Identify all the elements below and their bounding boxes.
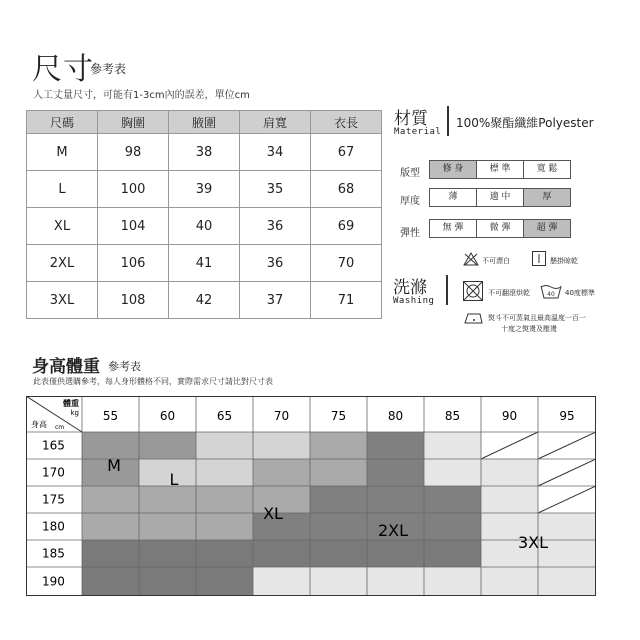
size-table [26, 110, 382, 319]
washing-subtitle: Washing [393, 296, 435, 306]
size-value-cell: 106 [98, 245, 169, 282]
material-value: 100%聚酯纖維Polyester [456, 116, 594, 130]
zone-cell [367, 540, 424, 567]
attribute-option: 修 身 [429, 160, 477, 179]
iron-label-2: 十度之熨燙及壓燙 [501, 325, 557, 333]
zone-cell [481, 486, 538, 513]
size-zone-label: L [169, 470, 179, 489]
zone-cell [82, 486, 139, 513]
height-label: 180 [42, 519, 65, 534]
size-zone-label: 3XL [517, 533, 549, 552]
weight-label: 70 [273, 409, 290, 423]
weight-label: 85 [444, 409, 461, 423]
zone-cell [481, 459, 538, 486]
zone-cell [139, 459, 196, 486]
material-subtitle: Material [394, 127, 442, 137]
zone-cell [196, 486, 253, 513]
size-row [27, 134, 382, 171]
size-label-cell: 3XL [27, 282, 98, 319]
zone-cell [310, 513, 367, 540]
attribute-option: 適 中 [476, 188, 524, 207]
zone-cell [367, 459, 424, 486]
zone-cell [82, 432, 139, 459]
height-label: 165 [42, 438, 65, 453]
elasticity-label: 彈性 [400, 228, 420, 239]
size-value-cell: 39 [169, 171, 240, 208]
wash-40-icon [540, 283, 562, 299]
hang-dry-icon [532, 251, 546, 266]
washing-title: 洗滌 [393, 278, 427, 298]
zone-cell [424, 432, 481, 459]
size-header-cell: 腋圍 [169, 111, 240, 134]
zone-cell [424, 567, 481, 596]
zone-cell [82, 540, 139, 567]
weight-label: 80 [387, 409, 404, 423]
zone-cell [367, 486, 424, 513]
fit-options [430, 160, 571, 179]
zone-cell [367, 567, 424, 596]
size-zone-label: XL [263, 504, 283, 523]
corner-height-unit: cm [55, 424, 65, 431]
measurement-note: 人工丈量尺寸，可能有1-3cm內的誤差，單位cm [33, 90, 250, 101]
attribute-option: 厚 [523, 188, 571, 207]
zone-cell [196, 567, 253, 596]
height-weight-title: 身高體重 [32, 357, 100, 377]
zone-cell [310, 459, 367, 486]
zone-cell [139, 567, 196, 596]
attribute-option: 薄 [429, 188, 477, 207]
size-label-cell: L [27, 171, 98, 208]
corner-weight-label: 體重 [63, 399, 79, 408]
zone-cell [424, 486, 481, 513]
zone-cell [310, 432, 367, 459]
size-value-cell: 36 [240, 245, 311, 282]
weight-label: 55 [102, 409, 119, 423]
size-value-cell: 98 [98, 134, 169, 171]
attribute-option: 微 彈 [476, 219, 524, 238]
height-weight-title-sub: 參考表 [108, 360, 141, 373]
zone-cell [139, 486, 196, 513]
size-value-cell: 42 [169, 282, 240, 319]
size-label-cell: XL [27, 208, 98, 245]
zone-cell [139, 513, 196, 540]
material-title: 材質 [394, 109, 428, 129]
page-title: 尺寸 [32, 52, 94, 87]
size-header-cell: 尺碼 [27, 111, 98, 134]
zone-cell [139, 540, 196, 567]
zone-cell [82, 513, 139, 540]
size-value-cell: 36 [240, 208, 311, 245]
attribute-option: 寬 鬆 [523, 160, 571, 179]
height-label: 170 [42, 465, 65, 480]
zone-cell [424, 513, 481, 540]
height-label: 190 [42, 574, 65, 589]
zone-cell [196, 540, 253, 567]
zone-cell [139, 432, 196, 459]
zone-cell [367, 432, 424, 459]
zone-cell [253, 540, 310, 567]
zone-cell [253, 459, 310, 486]
size-header-cell: 肩寬 [240, 111, 311, 134]
zone-cell [253, 432, 310, 459]
zone-cell [481, 567, 538, 596]
size-zone-label: M [107, 456, 121, 475]
page-title-sub: 參考表 [90, 62, 127, 76]
size-value-cell: 108 [98, 282, 169, 319]
size-value-cell: 34 [240, 134, 311, 171]
size-row [27, 245, 382, 282]
no-bleach-icon [463, 252, 479, 266]
height-label: 175 [42, 492, 65, 507]
size-value-cell: 37 [240, 282, 311, 319]
zone-cell [196, 432, 253, 459]
no-bleach-label: 不可漂白 [482, 257, 510, 265]
zone-cell [310, 486, 367, 513]
weight-label: 75 [330, 409, 347, 423]
size-label-cell: M [27, 134, 98, 171]
size-zone-label: 2XL [377, 521, 409, 540]
zone-cell [253, 567, 310, 596]
wash-temp-label: 40度標準 [565, 289, 595, 297]
size-row [27, 171, 382, 208]
size-value-cell: 70 [311, 245, 382, 282]
zone-cell [196, 513, 253, 540]
height-label: 185 [42, 546, 65, 561]
weight-label: 95 [559, 409, 575, 423]
size-value-cell: 41 [169, 245, 240, 282]
washing-divider [446, 275, 448, 305]
iron-label-1: 熨斗不可蒸氣且最高溫度一百一 [488, 314, 586, 322]
size-value-cell: 67 [311, 134, 382, 171]
zone-cell [538, 567, 596, 596]
zone-cell [310, 540, 367, 567]
hang-dry-label: 懸掛晾乾 [550, 257, 578, 265]
weight-label: 65 [216, 409, 233, 423]
zone-cell [82, 567, 139, 596]
fit-label: 版型 [400, 168, 420, 179]
thickness-options [430, 188, 571, 207]
size-value-cell: 38 [169, 134, 240, 171]
size-row [27, 208, 382, 245]
zone-cell [424, 459, 481, 486]
no-tumble-dry-icon [463, 281, 483, 301]
iron-icon [462, 311, 484, 325]
attribute-option: 無 彈 [429, 219, 477, 238]
size-value-cell: 35 [240, 171, 311, 208]
zone-cell [196, 459, 253, 486]
size-value-cell: 104 [98, 208, 169, 245]
height-weight-chart [26, 396, 596, 596]
size-value-cell: 40 [169, 208, 240, 245]
material-divider [447, 106, 449, 136]
height-weight-note: 此表僅供選購參考，每人身形體格不同，實際需求尺寸請比對尺寸表 [33, 377, 273, 386]
no-tumble-dry-label: 不可翻滾烘乾 [488, 289, 530, 297]
size-value-cell: 71 [311, 282, 382, 319]
size-label-cell: 2XL [27, 245, 98, 282]
size-value-cell: 100 [98, 171, 169, 208]
attribute-option: 超 彈 [523, 219, 571, 238]
attribute-option: 標 準 [476, 160, 524, 179]
size-header-cell: 衣長 [311, 111, 382, 134]
size-value-cell: 68 [311, 171, 382, 208]
zone-cell [424, 540, 481, 567]
corner-weight-unit: kg [70, 409, 79, 417]
thickness-label: 厚度 [400, 196, 420, 207]
size-row [27, 282, 382, 319]
corner-height-label: 身高 [31, 420, 47, 429]
zone-cell [310, 567, 367, 596]
elasticity-options [430, 219, 571, 238]
weight-label: 60 [159, 409, 176, 423]
size-header-cell: 胸圍 [98, 111, 169, 134]
wash-40-icon-text: 40 [547, 291, 555, 298]
size-table-header [27, 111, 382, 134]
size-value-cell: 69 [311, 208, 382, 245]
weight-label: 90 [501, 409, 518, 423]
